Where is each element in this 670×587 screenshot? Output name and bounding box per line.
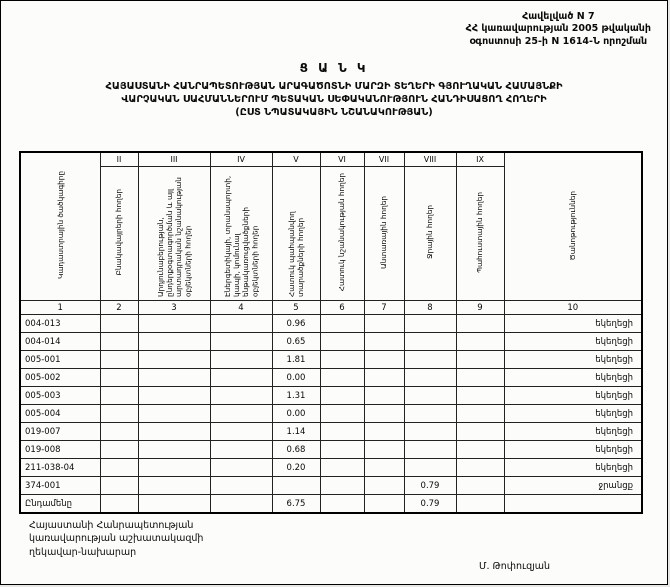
area-value-cell <box>320 315 364 333</box>
roman-numeral-cell: IX <box>456 152 504 167</box>
signature-name: Մ. Թոփուզյան <box>479 561 551 572</box>
category-header-cell <box>272 167 320 301</box>
column-number-cell: 5 <box>272 301 320 315</box>
table-row <box>20 315 642 333</box>
area-value-cell <box>138 387 210 405</box>
note-cell: եկեղեցի <box>504 387 642 405</box>
area-value-cell <box>210 477 272 495</box>
area-value-cell <box>100 351 138 369</box>
area-value-cell <box>456 369 504 387</box>
appendix-line: օգոստոսի 25-ի N 1614-Ն որոշման <box>469 35 648 47</box>
area-value-cell <box>100 369 138 387</box>
area-value-cell <box>456 459 504 477</box>
area-value-cell <box>320 369 364 387</box>
area-value-cell <box>100 423 138 441</box>
category-header-cell <box>210 167 272 301</box>
note-cell: եկեղեցի <box>504 315 642 333</box>
category-header-label: Պահուստային հողեր <box>475 191 485 273</box>
area-value-cell: 1.31 <box>272 387 320 405</box>
area-value-cell: 0.79 <box>404 477 456 495</box>
area-value-cell: 1.81 <box>272 351 320 369</box>
category-header-label: Արդյունաբերության, ընդերքօգտագործման և այլ արտադրական նշանակության օբյեկտների հողեր <box>155 177 193 297</box>
area-value-cell <box>100 441 138 459</box>
column-number-cell: 9 <box>456 301 504 315</box>
note-cell: եկեղեցի <box>504 405 642 423</box>
roman-numeral-cell: IV <box>210 152 272 167</box>
area-value-cell <box>364 441 404 459</box>
area-value-cell <box>100 333 138 351</box>
area-value-cell <box>456 351 504 369</box>
area-value-cell <box>210 333 272 351</box>
area-value-cell <box>320 405 364 423</box>
area-value-cell <box>320 333 364 351</box>
area-value-cell <box>456 405 504 423</box>
area-value-cell <box>364 387 404 405</box>
area-value-cell <box>404 405 456 423</box>
column-number-cell: 7 <box>364 301 404 315</box>
category-header-label: Բնակավայրերի հողեր <box>114 188 124 276</box>
cadastral-code-cell: 374-001 <box>20 477 100 495</box>
area-value-cell <box>456 423 504 441</box>
area-value-cell <box>138 369 210 387</box>
roman-numeral-cell: II <box>100 152 138 167</box>
area-value-cell <box>404 459 456 477</box>
area-value-cell <box>364 477 404 495</box>
column-number-cell: 10 <box>504 301 642 315</box>
note-cell: եկեղեցի <box>504 423 642 441</box>
area-value-cell <box>404 423 456 441</box>
area-value-cell <box>364 333 404 351</box>
area-value-cell <box>364 423 404 441</box>
area-value-cell <box>138 477 210 495</box>
area-value-cell <box>364 459 404 477</box>
area-value-cell <box>210 441 272 459</box>
area-value-cell <box>320 441 364 459</box>
note-cell: եկեղեցի <box>504 351 642 369</box>
area-value-cell <box>272 477 320 495</box>
note-cell <box>504 495 642 514</box>
document-title <box>1 80 667 120</box>
area-value-cell <box>364 369 404 387</box>
area-value-cell <box>320 387 364 405</box>
category-header-label: Հատուկ պահպանվող տարածքների հողեր <box>286 211 305 297</box>
area-value-cell <box>404 315 456 333</box>
appendix-line: ՀՀ կառավարության 2005 թվականի <box>465 23 651 35</box>
table-row <box>20 369 642 387</box>
area-value-cell <box>404 351 456 369</box>
area-value-cell <box>100 405 138 423</box>
roman-numeral-cell: VII <box>364 152 404 167</box>
note-cell: եկեղեցի <box>504 369 642 387</box>
category-header-cell <box>404 167 456 301</box>
area-value-cell <box>100 477 138 495</box>
total-row <box>20 495 642 514</box>
column-number-row <box>20 301 642 315</box>
area-value-cell: 0.96 <box>272 315 320 333</box>
note-cell: եկեղեցի <box>504 441 642 459</box>
category-header-label: Հատուկ նշանակության հողեր <box>337 172 347 292</box>
table-row <box>20 477 642 495</box>
cadastral-code-cell: 005-001 <box>20 351 100 369</box>
area-value-cell <box>138 315 210 333</box>
area-value-cell <box>210 315 272 333</box>
area-value-cell <box>404 441 456 459</box>
land-categories-table <box>19 151 643 514</box>
cadastral-code-cell: 004-013 <box>20 315 100 333</box>
table-row <box>20 405 642 423</box>
roman-numeral-cell: V <box>272 152 320 167</box>
appendix-line: Հավելված N 7 <box>522 11 595 22</box>
area-value-cell <box>456 315 504 333</box>
signatory-title-line: ղեկավար-նախարար <box>29 546 137 558</box>
table-row <box>20 459 642 477</box>
area-value-cell <box>404 387 456 405</box>
area-value-cell: 0.00 <box>272 405 320 423</box>
area-value-cell <box>100 495 138 514</box>
area-value-cell <box>456 441 504 459</box>
cadastral-code-header: Կադաստրային ծածկագիրը <box>55 171 65 280</box>
area-value-cell <box>404 333 456 351</box>
table-body <box>20 315 642 514</box>
area-value-cell: 0.20 <box>272 459 320 477</box>
table-row <box>20 351 642 369</box>
area-value-cell <box>364 495 404 514</box>
table-row <box>20 387 642 405</box>
signatory-title-block <box>29 519 203 559</box>
area-value-cell <box>320 423 364 441</box>
category-header-label: Անտառային հողեր <box>379 195 389 269</box>
appendix-reference <box>466 11 651 48</box>
area-value-cell <box>138 495 210 514</box>
cadastral-code-cell: 211-038-04 <box>20 459 100 477</box>
area-value-cell <box>320 459 364 477</box>
note-cell: եկեղեցի <box>504 333 642 351</box>
area-value-cell <box>320 495 364 514</box>
category-header-cell <box>364 167 404 301</box>
signatory-title-line: Հայաստանի Հանրապետության <box>29 520 194 531</box>
signatory-title-line: կառավարության աշխատակազմի <box>29 533 204 545</box>
category-header-label: Էներգետիկայի, տրանսպորտի, կապի, կոմունալ ենթակառուցվածքների օբյեկտների հողեր <box>222 175 260 297</box>
title-line: (ԸՍՏ ՆՊԱՏԱԿԱՅԻՆ ՆՇԱՆԱԿՈՒԹՅԱՆ) <box>235 107 433 119</box>
column-number-cell: 1 <box>20 301 100 315</box>
cadastral-code-header-cell <box>20 152 100 301</box>
area-value-cell <box>210 495 272 514</box>
title-line: ՀԱՅԱՍՏԱՆԻ ՀԱՆՐԱՊԵՏՈՒԹՅԱՆ ԱՐԱԳԱԾՈՏՆԻ ՄԱՐԶԻ ՏԵՂԵՐԻ ԳՅՈՒՂԱԿԱՆ ՀԱՄԱՅՆՔԻ <box>105 81 563 92</box>
cadastral-code-cell: 005-002 <box>20 369 100 387</box>
area-value-cell <box>138 423 210 441</box>
area-value-cell <box>364 351 404 369</box>
roman-numeral-cell: VIII <box>404 152 456 167</box>
table-row <box>20 333 642 351</box>
note-cell: ջրանցք <box>504 477 642 495</box>
total-label-cell: Ընդամենը <box>20 495 100 514</box>
column-number-cell: 4 <box>210 301 272 315</box>
note-cell: եկեղեցի <box>504 459 642 477</box>
area-value-cell <box>364 315 404 333</box>
table-row <box>20 423 642 441</box>
table-row <box>20 441 642 459</box>
cadastral-code-cell: 005-004 <box>20 405 100 423</box>
column-number-cell: 2 <box>100 301 138 315</box>
roman-numeral-row <box>20 152 642 167</box>
area-value-cell <box>456 387 504 405</box>
area-value-cell <box>138 405 210 423</box>
area-value-cell <box>404 369 456 387</box>
area-value-cell <box>456 495 504 514</box>
notes-header-cell <box>504 152 642 301</box>
area-value-cell: 0.65 <box>272 333 320 351</box>
area-value-cell <box>210 369 272 387</box>
document-type-heading: Ց Ա Ն Կ <box>299 61 369 75</box>
area-value-cell <box>138 351 210 369</box>
area-value-cell <box>100 459 138 477</box>
cadastral-code-cell: 004-014 <box>20 333 100 351</box>
notes-header: Ծանոթություններ <box>568 190 578 261</box>
area-value-cell <box>320 477 364 495</box>
area-value-cell <box>456 477 504 495</box>
area-value-cell <box>210 351 272 369</box>
area-value-cell <box>138 459 210 477</box>
column-number-cell: 3 <box>138 301 210 315</box>
area-value-cell: 6.75 <box>272 495 320 514</box>
area-value-cell <box>210 459 272 477</box>
column-number-cell: 8 <box>404 301 456 315</box>
category-header-cell <box>100 167 138 301</box>
title-line: ՎԱՐՉԱԿԱՆ ՍԱՀՄԱՆՆԵՐՈՒՄ ՊԵՏԱԿԱՆ ՍԵՓԱԿԱՆՈՒԹՅՈՒՆ ՀԱՆԴԻՍԱՑՈՂ ՀՈՂԵՐԻ <box>121 94 547 106</box>
area-value-cell: 1.14 <box>272 423 320 441</box>
area-value-cell <box>456 333 504 351</box>
area-value-cell <box>210 405 272 423</box>
area-value-cell <box>100 387 138 405</box>
cadastral-code-cell: 005-003 <box>20 387 100 405</box>
category-header-cell <box>138 167 210 301</box>
area-value-cell <box>138 333 210 351</box>
roman-numeral-cell: VI <box>320 152 364 167</box>
area-value-cell <box>364 405 404 423</box>
area-value-cell <box>100 315 138 333</box>
category-header-label: Ջրային հողեր <box>425 204 435 259</box>
cadastral-code-cell: 019-007 <box>20 423 100 441</box>
category-header-cell <box>456 167 504 301</box>
area-value-cell: 0.79 <box>404 495 456 514</box>
cadastral-code-cell: 019-008 <box>20 441 100 459</box>
area-value-cell <box>210 387 272 405</box>
area-value-cell: 0.00 <box>272 369 320 387</box>
area-value-cell: 0.68 <box>272 441 320 459</box>
area-value-cell <box>320 351 364 369</box>
roman-numeral-cell: III <box>138 152 210 167</box>
area-value-cell <box>210 423 272 441</box>
column-number-cell: 6 <box>320 301 364 315</box>
area-value-cell <box>138 441 210 459</box>
category-header-cell <box>320 167 364 301</box>
